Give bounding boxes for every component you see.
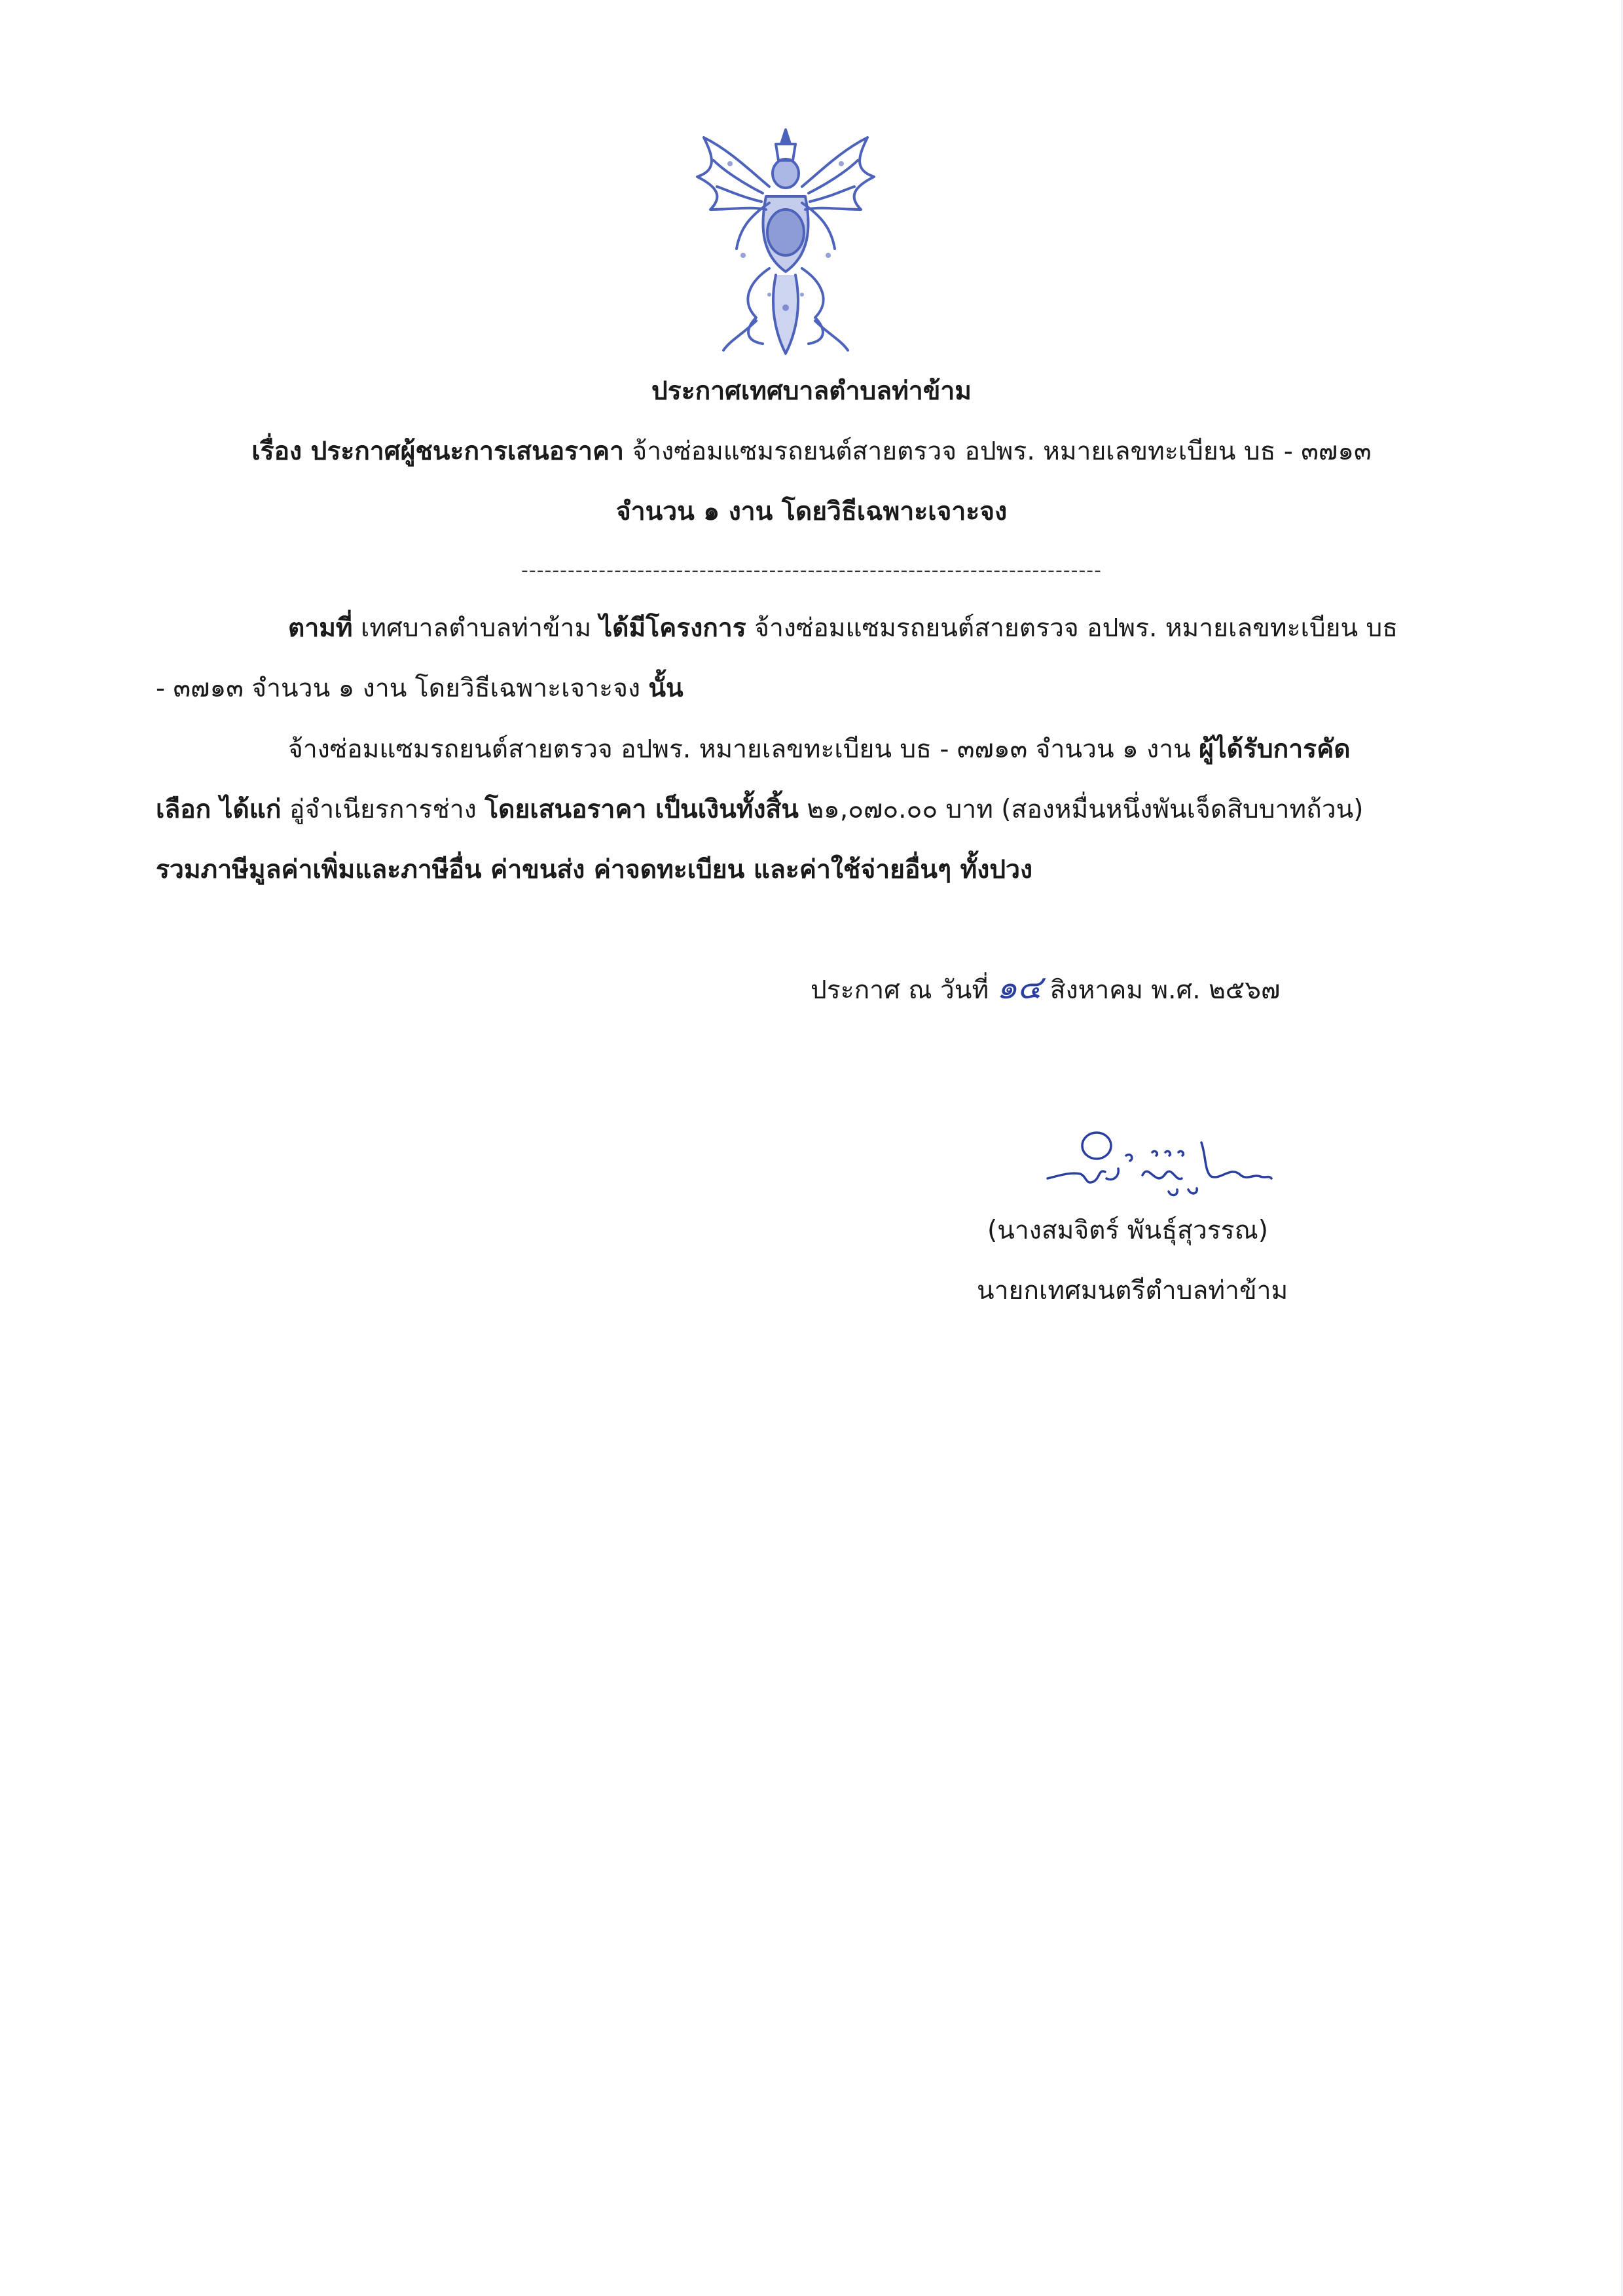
p1-has-project: ได้มีโครงการ	[599, 613, 746, 643]
p2-total-label: เป็นเงินทั้งสิ้น	[646, 795, 799, 824]
p2-project: จ้างซ่อมแซมรถยนต์สายตรวจ อปพร. หมายเลขทะเบียน บธ - ๓๗๑๓ จำนวน ๑ งาน	[288, 735, 1199, 764]
p2-offer: โดยเสนอราคา	[484, 795, 647, 824]
paragraph-1-line-1	[288, 609, 1398, 648]
signer-name: (นางสมจิตร์ พันธุ์สุวรรณ)	[987, 1216, 1269, 1245]
p2-selected: ผู้ได้รับการคัด	[1199, 735, 1351, 764]
p1-lead: ตามที่	[288, 613, 353, 643]
date-prefix: ประกาศ ณ วันที่	[811, 975, 989, 1005]
date-day: ๑๔	[996, 968, 1042, 1006]
paragraph-2-line-3: รวมภาษีมูลค่าเพิ่มและภาษีอื่น ค่าขนส่ง ค่าจดทะเบียน และค่าใช้จ่ายอื่นๆ ทั้งปวง	[156, 855, 1033, 884]
subject-label: เรื่อง ประกาศผู้ชนะการเสนอราคา	[251, 437, 625, 466]
document-subject-line2: จำนวน ๑ งาน โดยวิธีเฉพาะเจาะจง	[615, 497, 1008, 526]
p2-amount: ๒๑,๐๗๐.๐๐ บาท (สองหมื่นหนึ่งพันเจ็ดสิบบาทถ้วน)	[798, 795, 1364, 824]
paragraph-2-line-1	[288, 730, 1351, 769]
paragraph-1-line-2	[156, 669, 684, 708]
divider: ---------------------------------------------------------------------------	[521, 559, 1102, 582]
garuda-emblem-icon	[678, 124, 894, 360]
p1-org: เทศบาลตำบลท่าข้าม	[352, 613, 600, 643]
announcement-date	[811, 968, 1280, 1010]
p2-winner: อู่จำเนียรการช่าง	[281, 795, 485, 824]
date-month-year: สิงหาคม พ.ศ. ๒๕๖๗	[1049, 975, 1281, 1005]
paragraph-2-line-2	[156, 790, 1363, 829]
p1-end: นั้น	[648, 674, 684, 703]
p1-line2: - ๓๗๑๓ จำนวน ๑ งาน โดยวิธีเฉพาะเจาะจง	[156, 674, 649, 703]
document-subject	[0, 432, 1623, 471]
signer-position: นายกเทศมนตรีตำบลท่าข้าม	[977, 1276, 1288, 1305]
document-title: ประกาศเทศบาลตำบลท่าข้าม	[651, 376, 972, 406]
handwritten-signature-icon	[1034, 1116, 1283, 1214]
p1-project: จ้างซ่อมแซมรถยนต์สายตรวจ อปพร. หมายเลขทะเบียน บธ	[746, 613, 1398, 643]
p2-selected2: เลือก ได้แก่	[156, 795, 282, 824]
subject-text: จ้างซ่อมแซมรถยนต์สายตรวจ อปพร. หมายเลขทะเบียน บธ - ๓๗๑๓	[624, 437, 1372, 466]
